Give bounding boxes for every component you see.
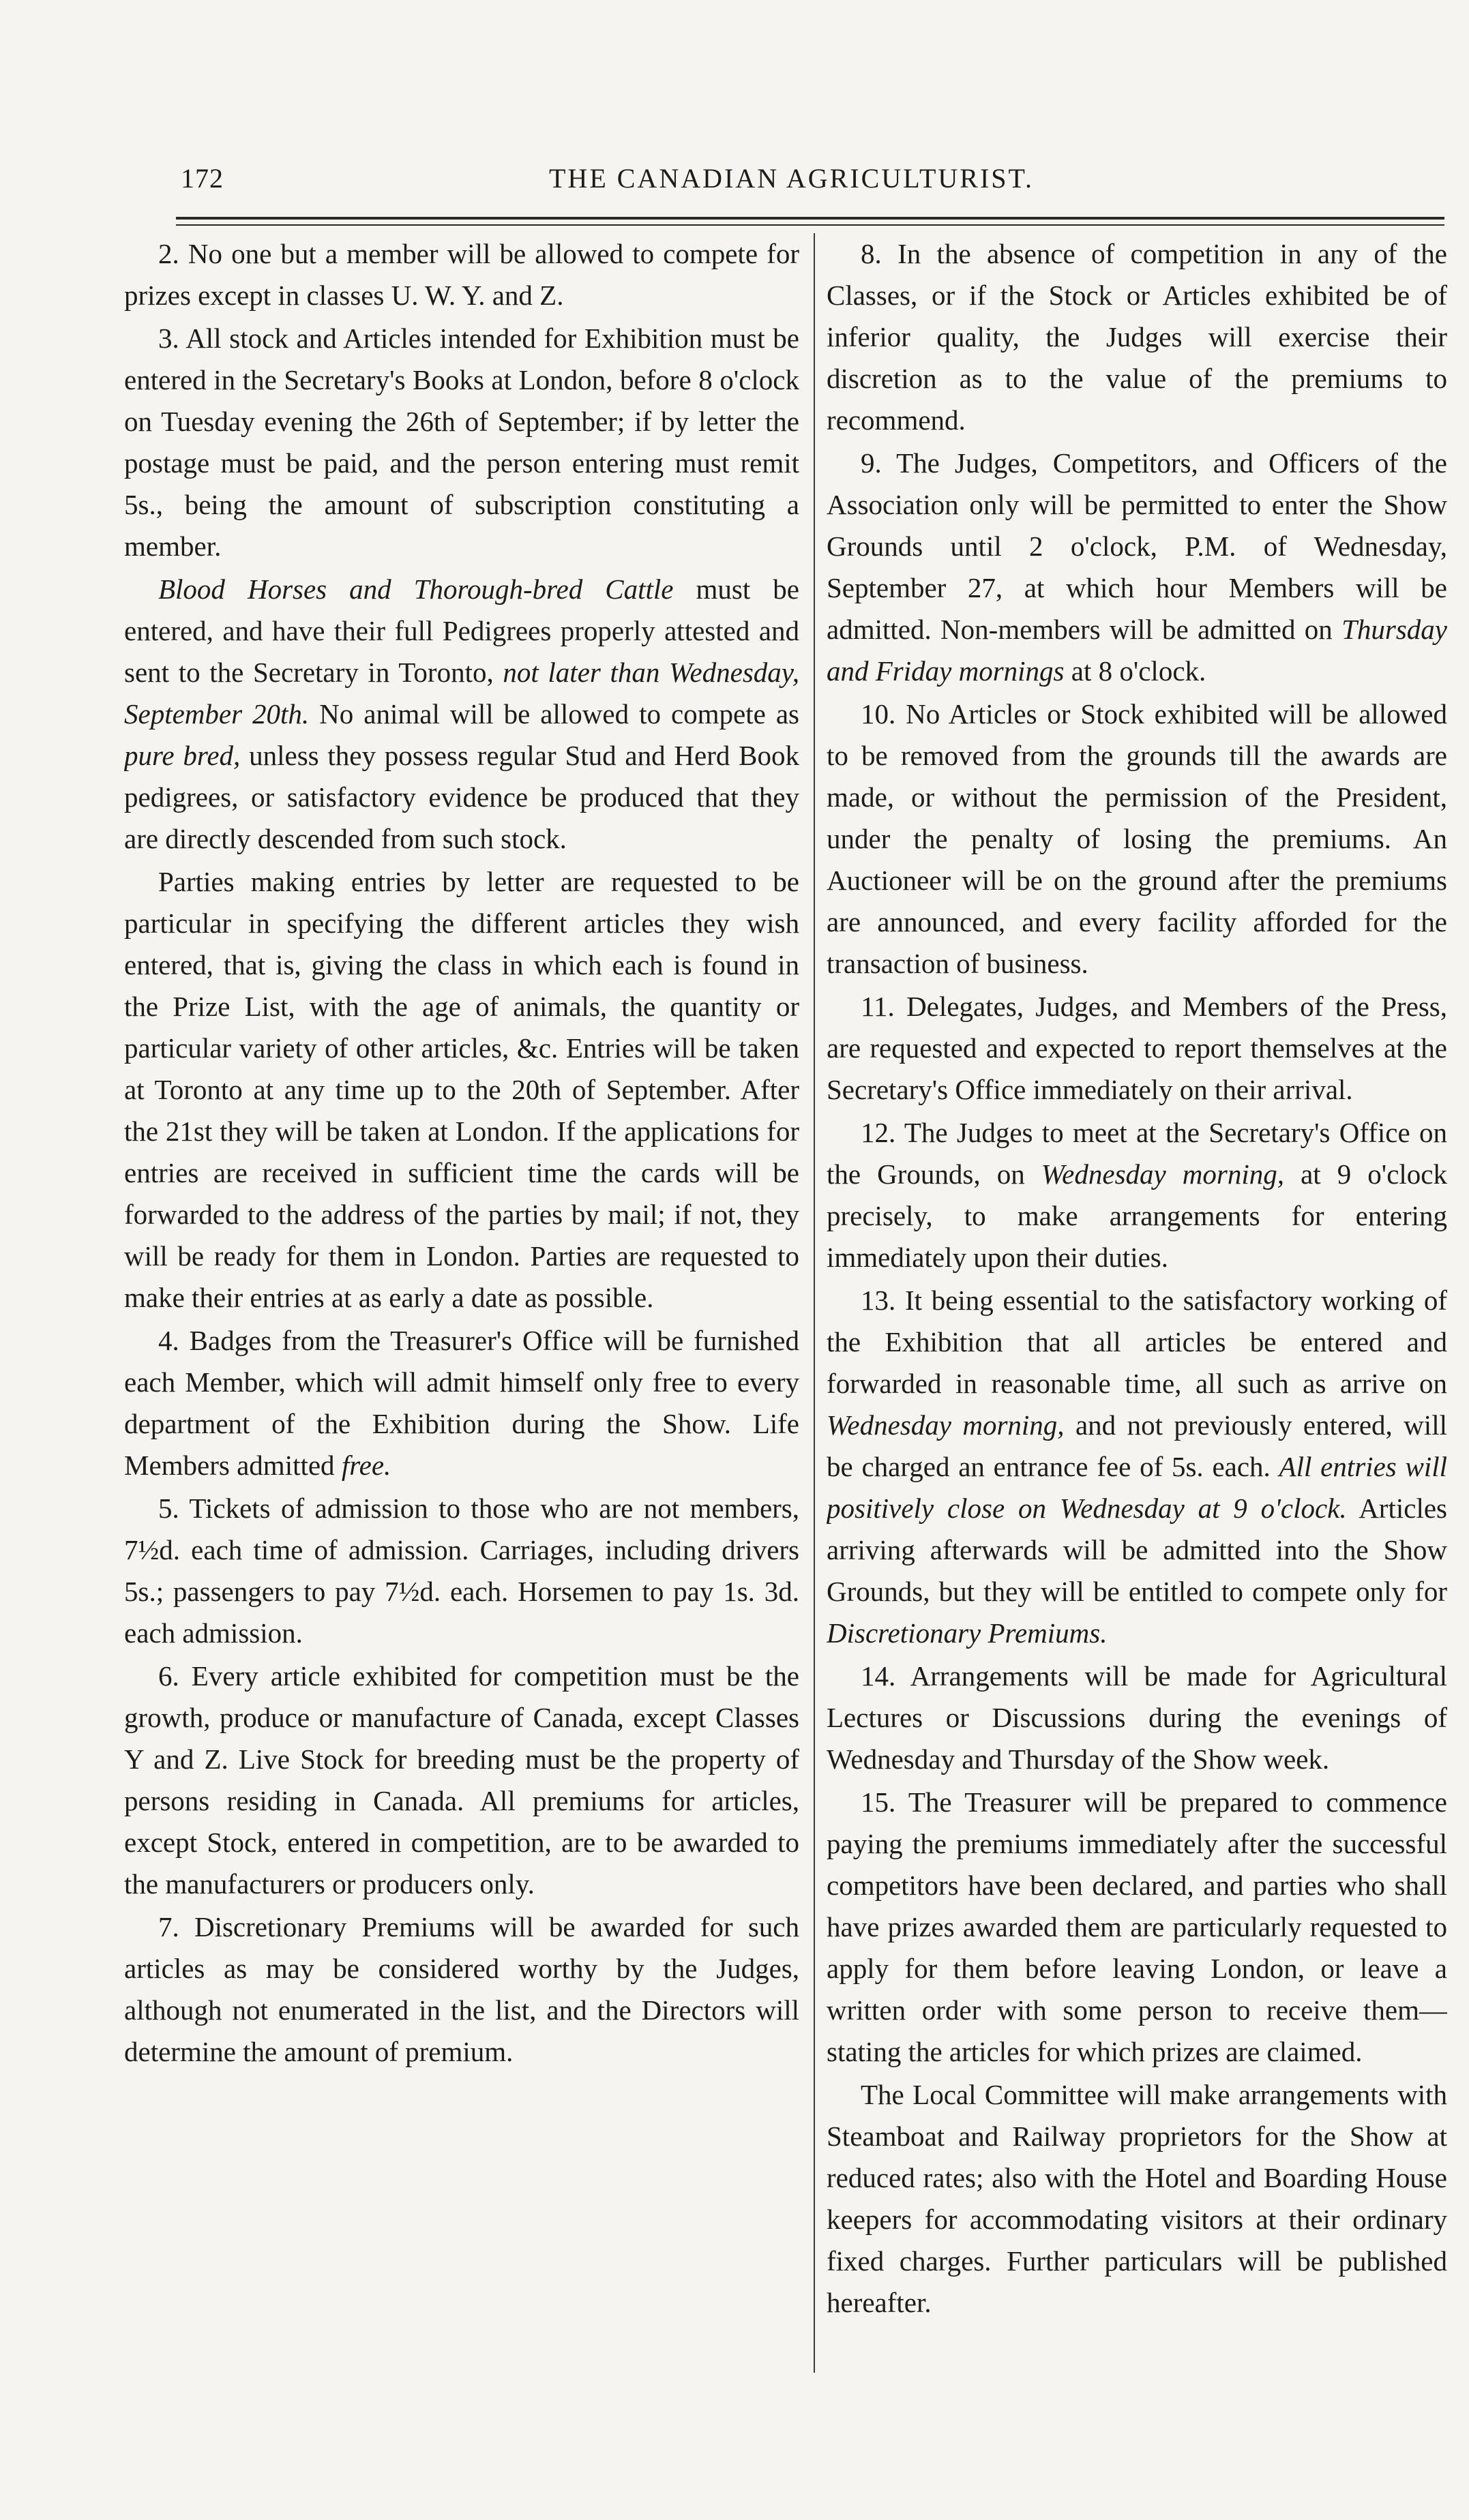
rule-13-text-3: Articles arriving afterwards will be admitted into the Show Grounds, but they will be entitled to compete only for	[827, 1492, 1447, 1607]
header-rule-thin	[176, 224, 1444, 226]
pedigree-text-2: No animal will be allowed to compete as	[309, 698, 799, 730]
rule-2-paragraph: 2. No one but a member will be allowed to compete for prizes except in classes U. W. Y. and Z.	[124, 238, 799, 311]
rule-4-text: 4. Badges from the Treasurer's Office will be furnished each Member, which will admit himself only free to every department of the Exhibition during the Show. Life Members admitted	[124, 1325, 799, 1481]
rule-6-paragraph: 6. Every article exhibited for competition must be the growth, produce or manufacture of Canada, except Classes Y and Z. Live Stock for breeding must be the property of persons residing in Canada. All premiums for articles, except Stock, entered in competition, are to be awarded to the manufacturers or producers only.	[124, 1660, 799, 1900]
left-column	[124, 233, 799, 2381]
rule-13-text-2: and not previously entered, will be charged an entrance fee of 5s. each.	[827, 1409, 1447, 1482]
page-number: 172	[181, 163, 224, 194]
rule-7-paragraph: 7. Discretionary Premiums will be awarded for such articles as may be considered worthy by the Judges, although not enumerated in the list, and the Directors will determine the amount of premium.	[124, 1911, 799, 2067]
rule-9-italic: Thursday and Friday mornings	[827, 614, 1447, 687]
pedigree-paragraph	[124, 569, 799, 860]
rule-15-paragraph: 15. The Treasurer will be prepared to commence paying the premiums immediately after the successful competitors have been declared, and parties who shall have prizes awarded them are particularly requested to apply for them before leaving London, or leave a written order with some person to receive them—stating the articles for which prizes are claimed.	[827, 1786, 1447, 2067]
header-rule-thick	[176, 217, 1444, 220]
rule-11-paragraph: 11. Delegates, Judges, and Members of the Press, are requested and expected to report themselves at the Secretary's Office immediately on their arrival.	[827, 991, 1447, 1105]
right-column	[827, 233, 1447, 2381]
pedigree-italic-3: pure bred,	[124, 740, 241, 771]
rule-13-text-1: 13. It being essential to the satisfactory working of the Exhibition that all articles be entered and forwarded in reasonable time, all such as arrive on	[827, 1285, 1447, 1399]
running-title: THE CANADIAN AGRICULTURIST.	[549, 163, 1034, 194]
rule-13-italic-3: Discretionary Premiums.	[827, 1617, 1108, 1649]
rule-4-italic: free.	[341, 1450, 391, 1481]
page-header	[181, 162, 1444, 203]
rule-9-text-2: at 8 o'clock.	[1064, 655, 1206, 687]
rule-12-text-1: 12. The Judges to meet at the Secretary's Office on the Grounds, on	[827, 1117, 1447, 1190]
entries-by-letter-paragraph: Parties making entries by letter are requested to be particular in specifying the different articles they wish entered, that is, giving the class in which each is found in the Prize List, with the age of animals, the quantity or particular variety of other articles, &c. Entries will be taken at Toronto at any time up to the 20th of September. After the 21st they will be taken at London. If the applications for entries are received in sufficient time the cards will be forwarded to the address of the parties by mail; if not, they will be ready for them in London. Parties are requested to make their entries at as early a date as possible.	[124, 866, 799, 1313]
rule-10-paragraph: 10. No Articles or Stock exhibited will be allowed to be removed from the grounds till the awards are made, or without the permission of the President, under the penalty of losing the premiums. An Auctioneer will be on the ground after the premiums are announced, and every facility afforded for the transaction of business.	[827, 698, 1447, 979]
rule-12-paragraph	[827, 1112, 1447, 1278]
rule-9-paragraph	[827, 442, 1447, 692]
rule-13-italic-1: Wednesday morning,	[827, 1409, 1065, 1441]
rule-3-paragraph: 3. All stock and Articles intended for Exhibition must be entered in the Secretary's Books at London, before 8 o'clock on Tuesday evening the 26th of September; if by letter the postage must be paid, and the person entering must remit 5s., being the amount of subscription constituting a member.	[124, 322, 799, 562]
rule-5-paragraph: 5. Tickets of admission to those who are not members, 7½d. each time of admission. Carriages, including drivers 5s.; passengers to pay 7½d. each. Horsemen to pay 1s. 3d. each admission.	[124, 1492, 799, 1649]
pedigree-italic-1: Blood Horses and Thorough-bred Cattle	[158, 573, 674, 605]
rule-12-text-2: at 9 o'clock precisely, to make arrangements for entering immediately upon their duties.	[827, 1158, 1447, 1273]
rule-12-italic: Wednesday morning,	[1041, 1158, 1284, 1190]
pedigree-text-1: must be entered, and have their full Pedigrees properly attested and sent to the Secretary in Toronto,	[124, 573, 799, 688]
pedigree-text-3: unless they possess regular Stud and Herd Book pedigrees, or satisfactory evidence be produced that they are directly descended from such stock.	[124, 740, 799, 854]
column-divider	[814, 233, 815, 2373]
pedigree-italic-2: not later than Wednesday, September 20th.	[124, 657, 799, 730]
rule-8-paragraph: 8. In the absence of competition in any of the Classes, or if the Stock or Articles exhibited be of inferior quality, the Judges will exercise their discretion as to the value of the premiums to recommend.	[827, 238, 1447, 436]
rule-13-paragraph	[827, 1280, 1447, 1654]
local-committee-paragraph: The Local Committee will make arrangements with Steamboat and Railway proprietors for the Show at reduced rates; also with the Hotel and Boarding House keepers for accommodating visitors at their ordinary fixed charges. Further particulars will be published hereafter.	[827, 2079, 1447, 2318]
rule-4-paragraph	[124, 1320, 799, 1486]
rule-9-text-1: 9. The Judges, Competitors, and Officers of the Association only will be permitted to enter the Show Grounds until 2 o'clock, P.M. of Wednesday, September 27, at which hour Members will be admitted. Non-members will be admitted on	[827, 447, 1447, 645]
rule-13-italic-2: All entries will positively close on Wednesday at 9 o'clock.	[827, 1451, 1447, 1524]
rule-14-paragraph: 14. Arrangements will be made for Agricultural Lectures or Discussions during the evenings of Wednesday and Thursday of the Show week.	[827, 1660, 1447, 1775]
